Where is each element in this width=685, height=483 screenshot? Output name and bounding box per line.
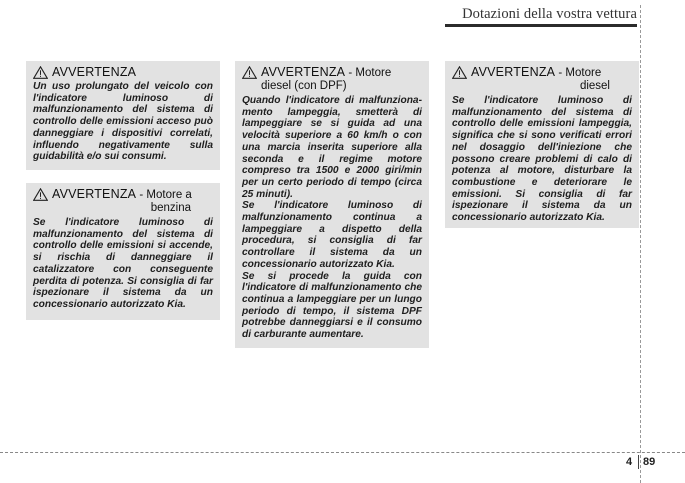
warning-body	[242, 95, 422, 341]
warning-box-petrol	[26, 183, 220, 320]
margin-guide	[640, 5, 641, 483]
header-rule	[445, 24, 637, 27]
warning-title	[33, 66, 213, 79]
warning-subtitle: - Motore	[345, 67, 392, 79]
warning-subtitle: - Motore	[555, 67, 602, 79]
warning-subtitle-line2: benzina	[150, 202, 191, 214]
warning-title	[242, 66, 422, 93]
warning-title-label: AVVERTENZA	[471, 65, 556, 79]
warning-subtitle: - Motore a	[136, 189, 192, 201]
warning-paragraph: Se l'indicatore luminoso di malfunzionamento continua a lampeggiare a dispetto della procedura, si consiglia di far controllare il sistema da un concessionario autorizzato Kia.	[242, 200, 422, 270]
warning-body	[33, 217, 213, 311]
warning-triangle-icon	[452, 66, 467, 79]
page-header-title: Dotazioni della vostra vettura	[462, 6, 637, 22]
warning-box-diesel	[445, 61, 639, 228]
warning-box-general	[26, 61, 220, 170]
warning-triangle-icon	[33, 66, 48, 79]
warning-body	[33, 81, 213, 163]
warning-paragraph: Se l'indicatore luminoso di malfunzionamento del sistema di controllo delle emissioni lampeggia, significa che si sono verificati errori nel dosaggio dell'iniezione che possono creare problemi di calo di potenza al motore, disturbare la combustione e deteriorare le emissioni. Si consiglia di far ispezionare il sistema da un concessionario autorizzato Kia.	[452, 95, 632, 224]
warning-triangle-icon	[242, 66, 257, 79]
warning-paragraph: Quando l'indicatore di malfunziona-mento lampeggia, smetterà di lampeggiare se si guida ad una velocità superiore a 60 km/h o con una marcia inserita superiore alla seconda e il regime motore compreso tra 1500 e 2000 giri/min per un certo periodo di tempo (circa 25 minuti).	[242, 95, 422, 200]
chapter-number: 4	[626, 456, 633, 468]
warning-subtitle-line2: diesel	[579, 80, 610, 92]
warning-title-label: AVVERTENZA	[52, 187, 137, 201]
warning-subtitle-line2: diesel (con DPF)	[261, 80, 347, 92]
footer-rule	[0, 452, 685, 453]
warning-title-label: AVVERTENZA	[52, 65, 137, 79]
warning-paragraph: Un uso prolungato del veicolo con l'indicatore luminoso di malfunzionamento del sistema di controllo delle emissioni acceso può danneggiare i dispositivi correlati, influendo negativamente sulla guidabilità e/o sui consumi.	[33, 81, 213, 163]
warning-body	[452, 95, 632, 224]
warning-paragraph: Se si procede la guida con l'indicatore di malfunzionamento che continua a lampeggiare per un lungo periodo di tempo, il sistema DPF potrebbe danneggiarsi e il consumo di carburante aumentare.	[242, 270, 422, 341]
warning-triangle-icon	[33, 188, 48, 201]
warning-box-diesel-dpf	[235, 61, 429, 348]
warning-paragraph: Se l'indicatore luminoso di malfunzionamento del sistema di controllo delle emissioni si accende, si rischia di danneggiare il catalizzatore con conseguente perdita di potenza. Si consiglia di far ispezionare il sistema da un concessionario autorizzato Kia.	[33, 217, 213, 310]
page-number: 89	[643, 456, 656, 468]
warning-title	[452, 66, 632, 93]
warning-title-label: AVVERTENZA	[261, 65, 346, 79]
page-number-separator	[638, 455, 639, 469]
warning-title	[33, 188, 213, 215]
